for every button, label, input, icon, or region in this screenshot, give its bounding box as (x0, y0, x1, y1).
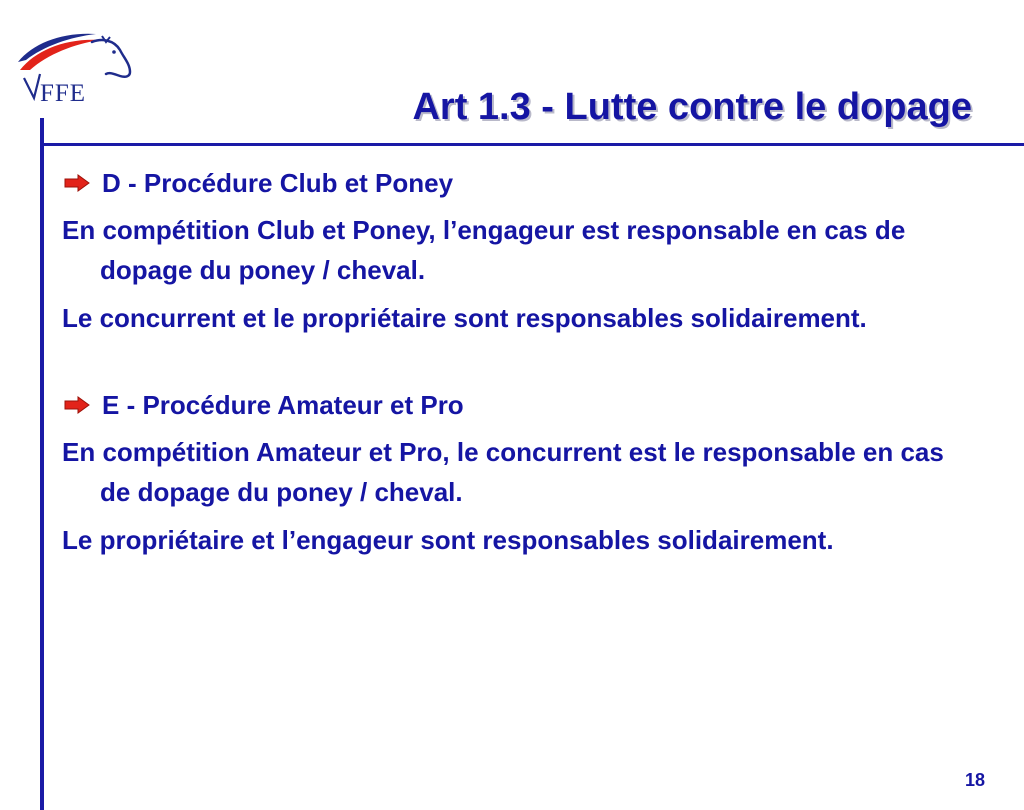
page-number: 18 (964, 770, 986, 790)
arrow-bullet-icon (64, 396, 90, 414)
logo-text: FFE (40, 80, 87, 107)
ffe-logo (14, 28, 138, 110)
section-e (62, 384, 962, 560)
section-heading (62, 162, 962, 204)
section-heading (62, 384, 962, 426)
section-d (62, 162, 962, 338)
paragraph: Le propriétaire et l’engageur sont responsables solidairement. (62, 525, 834, 555)
paragraph: En compétition Club et Poney, l’engageur est responsable en cas de dopage du poney / cheval. (62, 215, 906, 285)
vertical-rule (40, 118, 44, 810)
paragraph: Le concurrent et le propriétaire sont responsables solidairement. (62, 303, 867, 333)
section-heading-text: E - Procédure Amateur et Pro (102, 390, 464, 420)
slide-content (62, 160, 962, 568)
horizontal-rule (40, 143, 1024, 146)
arrow-bullet-icon (64, 174, 90, 192)
spacer (62, 346, 962, 382)
section-heading-text: D - Procédure Club et Poney (102, 168, 454, 198)
paragraph: En compétition Amateur et Pro, le concurrent est le responsable en cas de dopage du poney / cheval. (62, 437, 944, 507)
slide-title: Art 1.3 - Lutte contre le dopage (412, 86, 972, 128)
